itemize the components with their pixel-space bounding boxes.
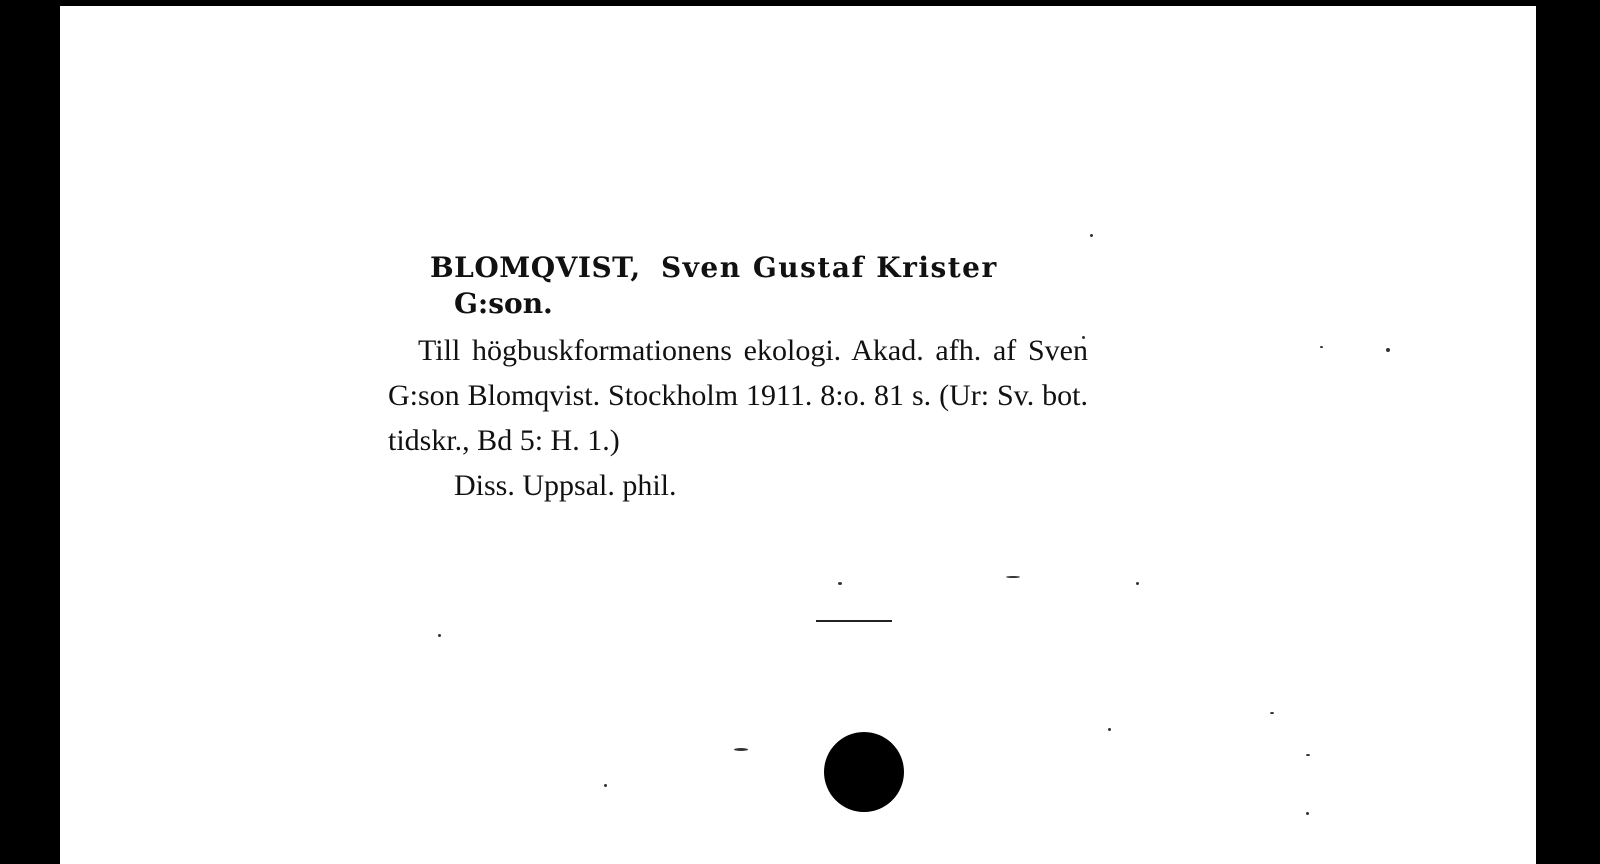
speck: [1136, 582, 1139, 585]
catalog-entry: [388, 250, 1088, 508]
speck: [1108, 728, 1111, 731]
entry-heading: [388, 250, 1088, 286]
bibliographic-description: [388, 328, 1088, 463]
speck: [838, 582, 842, 585]
speck: [1306, 812, 1309, 815]
speck: [1306, 754, 1310, 756]
speck: [1270, 712, 1274, 714]
speck: [734, 748, 748, 751]
speck: [1006, 576, 1020, 578]
separator-rule: [816, 620, 892, 622]
speck: [438, 634, 441, 637]
speck: [1320, 346, 1323, 348]
speck: [604, 784, 607, 787]
punch-hole: [824, 732, 904, 812]
author-given-names: Sven Gustaf Krister: [660, 251, 998, 284]
dissertation-note: Diss. Uppsal. phil.: [454, 469, 677, 502]
description-text: Till högbuskformationens ekologi. Akad. afh. af Sven G:son Blomqvist. Stockholm 1911. 8:o. 81 s. (Ur: Sv. bot. tidskr., Bd 5: H. 1.): [388, 334, 1088, 457]
speck: [1090, 234, 1093, 237]
speck: [1386, 348, 1390, 352]
author-patronymic: G:son.: [454, 287, 553, 320]
author-surname: BLOMQVIST,: [430, 251, 641, 284]
